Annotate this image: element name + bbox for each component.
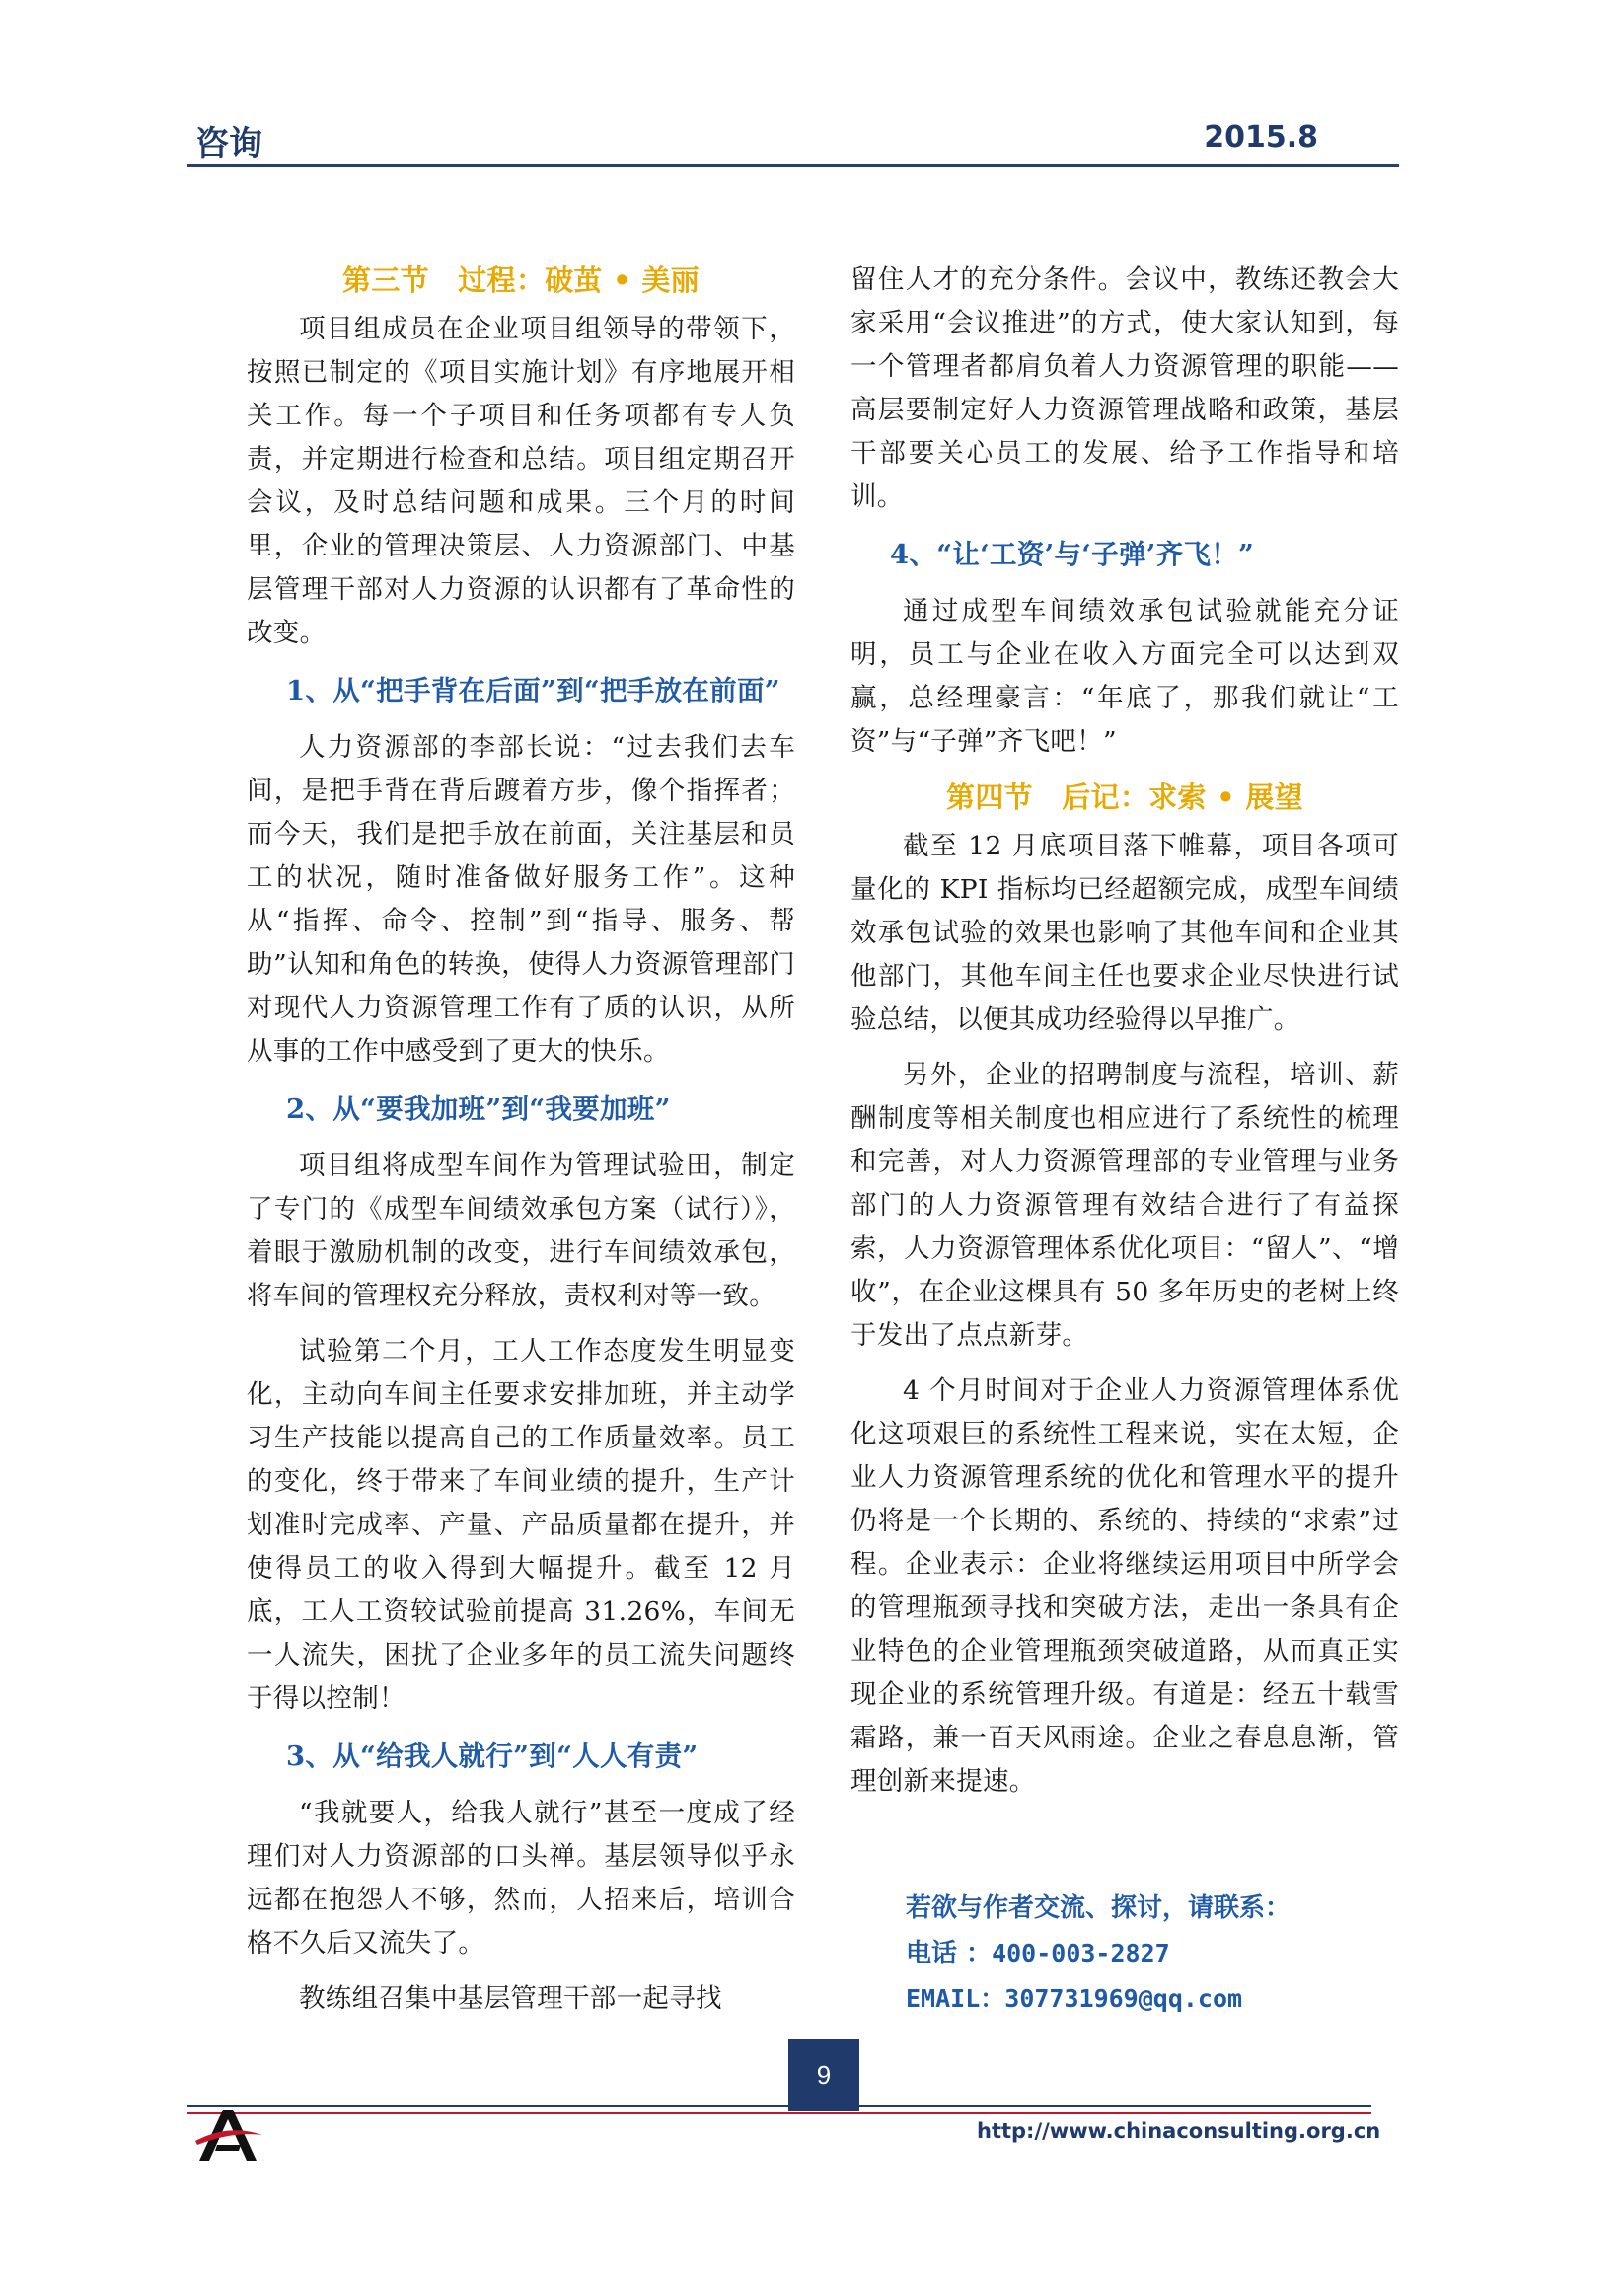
contact-intro: 若欲与作者交流、探讨，请联系： bbox=[906, 1893, 1292, 1923]
section-3-title: 第三节 过程：破茧 • 美丽 bbox=[342, 263, 700, 297]
email-address[interactable]: 307731969@qq.com bbox=[1004, 1984, 1243, 2013]
paragraph: 试验第二个月，工人工作态度发生明显变化，主动向车间主任要求安排加班，并主动学习生产技能以提高自己的工作质量效率。员工的变化，终于带来了车间业绩的提升，生产计划准时完成率、产量、产品质量都在提升，并使得员工的收入得到大幅提升。截至 12 月底，工人工资较试验前提高 31.26%，车间无一人流失，困扰了企业多年的员工流失问题终于得以控制！ bbox=[247, 1336, 795, 1714]
contact-email-row bbox=[906, 1976, 1291, 2022]
page-number: 9 bbox=[788, 2039, 859, 2111]
paragraph: 项目组成员在企业项目组领导的带领下，按照已制定的《项目实施计划》有序地展开相关工作。每一个子项目和任务项都有专人负责，并定期进行检查和总结。项目组定期召开会议，及时总结问题和成果。三个月的时间里，企业的管理决策层、人力资源部门、中基层管理干部对人力资源的认识都有了革命性的改变。 bbox=[247, 314, 795, 648]
company-logo-icon bbox=[193, 2102, 264, 2165]
paragraph: 留住人才的充分条件。会议中，教练还教会大家采用“会议推进”的方式，使大家认知到，每一个管理者都肩负着人力资源管理的职能——高层要制定好人力资源管理战略和政策，基层干部要关心员工的发展、给予工作指导和培训。 bbox=[850, 264, 1399, 512]
paragraph: 项目组将成型车间作为管理试验田，制定了专门的《成型车间绩效承包方案（试行）》，着眼于激励机制的改变，进行车间绩效承包，将车间的管理权充分释放，责权利对等一致。 bbox=[247, 1150, 795, 1311]
subheading-2: 2、从“要我加班”到“我要加班” bbox=[286, 1093, 671, 1125]
email-label: EMAIL： bbox=[906, 1984, 1005, 2013]
subheading-3: 3、从“给我人就行”到“人人有责” bbox=[286, 1741, 699, 1772]
phone-number[interactable]: 400-003-2827 bbox=[992, 1939, 1170, 1967]
header-date: 2015.8 bbox=[1204, 120, 1318, 155]
paragraph: 另外，企业的招聘制度与流程，培训、薪酬制度等相关制度也相应进行了系统性的梳理和完善，对人力资源管理部的专业管理与业务部门的人力资源管理有效结合进行了有益探索，人力资源管理体系优化项目：“留人”、“增收”，在企业这棵具有 50 多年历史的老树上终于发出了点点新芽。 bbox=[850, 1060, 1399, 1351]
paragraph: 教练组召集中基层管理干部一起寻找 bbox=[299, 1983, 722, 2014]
subheading-4: 4、“让‘工资’与‘子弹’齐飞！” bbox=[890, 539, 1255, 570]
paragraph: “我就要人，给我人就行”甚至一度成了经理们对人力资源部的口头禅。基层领导似乎永远都在抱怨人不够，然而，人招来后，培训合格不久后又流失了。 bbox=[247, 1798, 795, 1959]
header-title: 咨询 bbox=[195, 124, 262, 164]
right-column bbox=[850, 259, 1399, 1815]
section-4-title: 第四节 后记：求索 • 展望 bbox=[946, 780, 1303, 814]
footer-website-link[interactable]: http://www.chinaconsulting.org.cn bbox=[977, 2119, 1381, 2143]
subheading-1: 1、从“把手背在后面”到“把手放在前面” bbox=[286, 675, 780, 706]
header-divider bbox=[187, 164, 1399, 167]
phone-label: 电话 ： bbox=[906, 1939, 993, 1968]
left-column bbox=[247, 259, 795, 2033]
paragraph: 人力资源部的李部长说：“过去我们去车间，是把手背在背后踱着方步，像个指挥者；而今天，我们是把手放在前面，关注基层和员工的状况，随时准备做好服务工作”。这种从“指挥、命令、控制”到“指导、服务、帮助”认知和角色的转换，使得人力资源管理部门对现代人力资源管理工作有了质的认识，从所从事的工作中感受到了更大的快乐。 bbox=[247, 732, 795, 1067]
paragraph: 通过成型车间绩效承包试验就能充分证明，员工与企业在收入方面完全可以达到双赢，总经理豪言：“年底了，那我们就让“工资”与“子弹”齐飞吧！” bbox=[850, 596, 1399, 757]
contact-phone-row bbox=[906, 1931, 1291, 1976]
paragraph: 4 个月时间对于企业人力资源管理体系优化这项艰巨的系统性工程来说，实在太短，企业人力资源管理系统的优化和管理水平的提升仍将是一个长期的、系统的、持续的“求索”过程。企业表示：企业将继续运用项目中所学会的管理瓶颈寻找和突破方法，走出一条具有企业特色的企业管理瓶颈突破道路，从而真正实现企业的系统管理升级。有道是：经五十载雪霜路，兼一百天风雨途。企业之春息息渐，管理创新来提速。 bbox=[850, 1375, 1399, 1797]
paragraph: 截至 12 月底项目落下帷幕，项目各项可量化的 KPI 指标均已经超额完成，成型车间绩效承包试验的效果也影响了其他车间和企业其他部门，其他车间主任也要求企业尽快进行试验总结，以便其成功经验得以早推广。 bbox=[850, 831, 1399, 1035]
contact-block bbox=[906, 1887, 1291, 2022]
footer-divider bbox=[187, 2105, 1371, 2114]
